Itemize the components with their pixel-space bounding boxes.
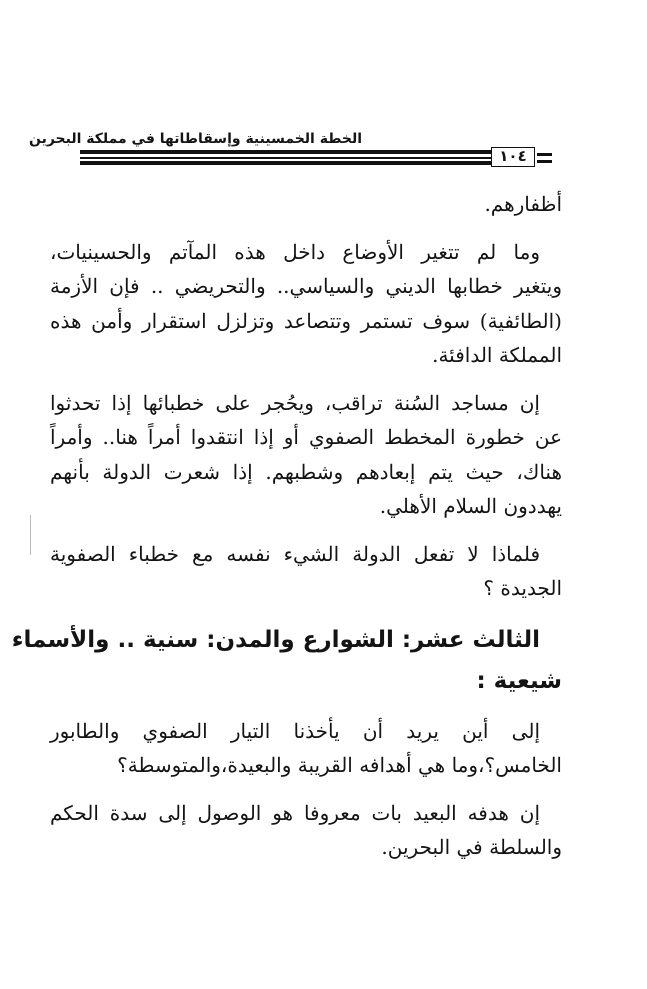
text-line: عن خطورة المخطط الصفوي أو إذا انتقدوا أمراً هنا.. وأمراً [50, 425, 562, 449]
paragraph [50, 714, 562, 783]
text-line: إن هدفه البعيد بات معروفا هو الوصول إلى سدة الحكم [50, 800, 540, 825]
margin-mark [30, 515, 31, 555]
text-line: أظفارهم. [484, 192, 562, 216]
text-line: فلماذا لا تفعل الدولة الشيء نفسه مع خطباء الصفوية [50, 541, 540, 566]
text-line: والسلطة في البحرين. [381, 835, 562, 859]
text-line: إلى أين يريد أن يأخذنا التيار الصفوي والطابور [50, 718, 540, 743]
text-line: ويتغير خطابها الديني والسياسي.. والتحريضي .. فإن الأزمة [50, 274, 562, 298]
text-line: وما لم تتغير الأوضاع داخل هذه المآتم والحسينيات، [50, 239, 540, 264]
header-rule-thick [80, 150, 492, 154]
page-number: ١٠٤ [491, 147, 535, 167]
paragraph [50, 386, 562, 524]
text-line: هناك، حيث يتم إبعادهم وشطبهم. إذا شعرت الدولة بأنهم [50, 459, 562, 484]
text-line: المملكة الدافئة. [432, 343, 562, 367]
paragraph [50, 187, 562, 222]
heading-line: الثالث عشر: الشوارع والمدن: سنية .. والأسماء [11, 626, 540, 653]
text-line: (الطائفية) سوف تستمر وتتصاعد وتزلزل استقرار وأمن هذه [50, 308, 562, 333]
heading-line: شيعية : [476, 667, 562, 694]
text-line: الجديدة ؟ [483, 576, 562, 600]
body-text [11, 187, 562, 865]
paragraph [50, 796, 562, 865]
text-line: إن مساجد السُنة تراقب، ويحُجر على خطبائها إذا تحدثوا [50, 390, 540, 415]
paragraph [50, 235, 562, 373]
running-title: الخطة الخمسينية وإسقاطاتها في مملكة البحرين [28, 131, 362, 147]
page-number-dash [537, 160, 552, 163]
header-rule-thin [80, 157, 492, 159]
section-heading [11, 620, 562, 702]
text-line: الخامس؟،وما هي أهدافه القريبة والبعيدة،والمتوسطة؟ [117, 753, 562, 777]
paragraph [50, 537, 562, 606]
header-rule-thick-lower [80, 161, 492, 165]
text-line: يهددون السلام الأهلي. [379, 494, 562, 518]
page-number-dash [537, 153, 552, 156]
